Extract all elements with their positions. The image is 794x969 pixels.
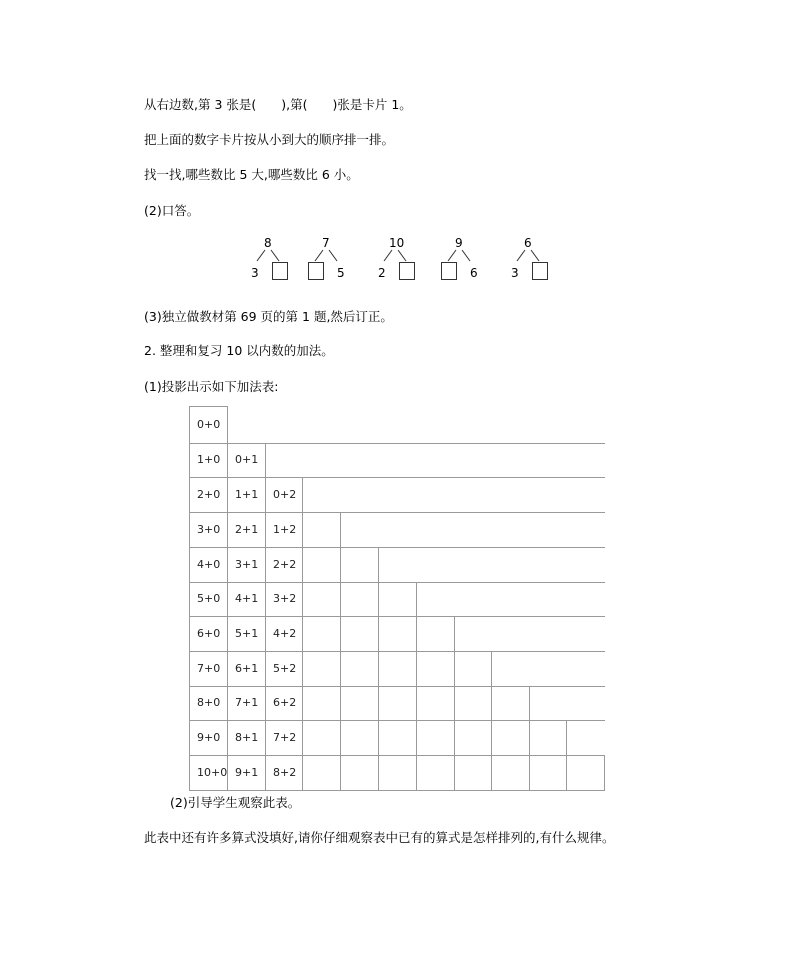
table-cell: 1+2 xyxy=(273,522,297,536)
table-rule xyxy=(189,651,605,652)
bond-known-part: 3 xyxy=(251,266,259,280)
table-rule xyxy=(566,720,567,791)
table-rule xyxy=(189,686,605,687)
table-cell: 3+2 xyxy=(273,592,297,605)
table-cell: 5+2 xyxy=(273,661,297,675)
line-oral-answer: (2)口答。 xyxy=(144,203,200,218)
bond-known-part: 5 xyxy=(337,266,345,280)
table-cell: 7+0 xyxy=(197,661,221,675)
number-bond xyxy=(439,236,499,286)
table-rule xyxy=(378,547,379,791)
table-rule xyxy=(416,582,417,791)
line-find-pattern: 此表中还有许多算式没填好,请你仔细观察表中已有的算式是怎样排列的,有什么规律。 xyxy=(144,830,615,845)
bond-known-part: 3 xyxy=(511,266,519,280)
table-cell: 1+0 xyxy=(197,453,221,466)
table-rule xyxy=(189,582,605,583)
table-cell: 6+0 xyxy=(197,626,221,640)
bond-total: 6 xyxy=(524,236,532,250)
line-section-2-heading: 2. 整理和复习 10 以内数的加法。 xyxy=(144,343,334,358)
bond-answer-box[interactable] xyxy=(441,262,457,280)
table-rule xyxy=(189,477,605,478)
table-rule xyxy=(491,651,492,791)
table-cell: 0+1 xyxy=(235,453,259,466)
number-bond xyxy=(248,236,308,286)
bond-answer-box[interactable] xyxy=(532,262,548,280)
table-cell: 4+2 xyxy=(273,626,297,640)
table-cell: 4+0 xyxy=(197,557,221,571)
table-cell: 0+2 xyxy=(273,487,297,501)
bond-answer-box[interactable] xyxy=(272,262,288,280)
table-cell: 9+1 xyxy=(235,765,259,779)
table-cell: 8+0 xyxy=(197,696,221,709)
bond-total: 8 xyxy=(264,236,272,250)
bond-total: 10 xyxy=(389,236,405,250)
table-cell: 2+0 xyxy=(197,487,221,501)
table-cell: 4+1 xyxy=(235,592,259,605)
table-cell: 5+0 xyxy=(197,592,221,605)
bond-total: 7 xyxy=(322,236,330,250)
table-cell: 2+1 xyxy=(235,522,259,536)
bond-known-part: 2 xyxy=(378,266,386,280)
table-rule xyxy=(189,406,190,791)
table-cell: 2+2 xyxy=(273,557,297,571)
table-cell: 5+1 xyxy=(235,626,259,640)
table-rule xyxy=(189,616,605,617)
table-rule xyxy=(227,406,228,791)
table-rule xyxy=(302,477,303,791)
table-rule xyxy=(604,755,605,791)
line-compare-numbers: 找一找,哪些数比 5 大,哪些数比 6 小。 xyxy=(144,167,359,182)
table-cell: 10+0 xyxy=(197,765,228,779)
line-sort-cards: 把上面的数字卡片按从小到大的顺序排一排。 xyxy=(144,132,395,147)
line-textbook-exercise: (3)独立做教材第 69 页的第 1 题,然后订正。 xyxy=(144,309,393,324)
table-cell: 0+0 xyxy=(197,417,221,431)
line-observe-table: (2)引导学生观察此表。 xyxy=(170,795,301,810)
table-rule xyxy=(189,790,605,791)
table-cell: 6+1 xyxy=(235,661,259,675)
line-count-from-right: 从右边数,第 3 张是( ),第( )张是卡片 1。 xyxy=(144,97,412,112)
table-rule xyxy=(529,686,530,791)
table-cell: 8+1 xyxy=(235,730,259,744)
table-cell: 1+1 xyxy=(235,487,259,501)
table-rule xyxy=(189,720,605,721)
table-cell: 3+1 xyxy=(235,557,259,571)
table-rule xyxy=(340,512,341,791)
table-rule xyxy=(265,443,266,791)
line-show-table: (1)投影出示如下加法表: xyxy=(144,379,279,394)
table-rule xyxy=(189,755,605,756)
table-rule xyxy=(189,406,228,407)
number-bond xyxy=(375,236,435,286)
number-bond xyxy=(508,236,568,286)
table-rule xyxy=(189,443,605,444)
bond-total: 9 xyxy=(455,236,463,250)
table-rule xyxy=(189,512,605,513)
table-cell: 7+1 xyxy=(235,696,259,709)
bond-answer-box[interactable] xyxy=(308,262,324,280)
bond-known-part: 6 xyxy=(470,266,478,280)
number-bond xyxy=(306,236,366,286)
table-cell: 6+2 xyxy=(273,696,297,709)
table-cell: 8+2 xyxy=(273,765,297,779)
table-cell: 9+0 xyxy=(197,730,221,744)
table-cell: 7+2 xyxy=(273,730,297,744)
table-rule xyxy=(454,616,455,791)
table-cell: 3+0 xyxy=(197,522,221,536)
table-rule xyxy=(189,547,605,548)
bond-answer-box[interactable] xyxy=(399,262,415,280)
